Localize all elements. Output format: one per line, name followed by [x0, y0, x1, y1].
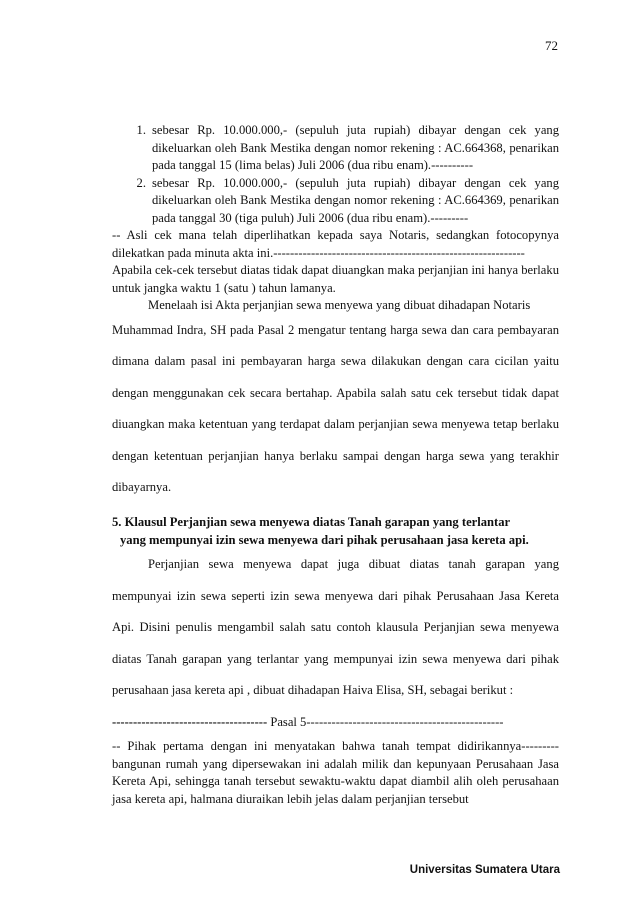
list-item-number: 1. — [136, 123, 146, 137]
pasal-5-body — [112, 738, 559, 808]
paragraph-pihak-pertama: -- Pihak pertama dengan ini menyatakan bahwa tanah tempat didirikannya--------- bangunan rumah yang dipersewakan ini adalah milik dan kepunyaan Perusahaan Jasa Kereta Api, sehingga tanah tersebut sewaktu-waktu dapat diambil alih oleh perusahaan jasa kereta api, halmana diuraikan lebih jelas dalam perjanjian tersebut — [112, 739, 559, 806]
section-heading-line-2: yang mempunyai izin sewa menyewa dari pihak perusahaan jasa kereta api. — [120, 532, 529, 547]
pasal-dashes-right: ----------------------------------------------- — [306, 715, 504, 730]
paragraph-pasal-2-analysis: Muhammad Indra, SH pada Pasal 2 mengatur tentang harga sewa dan cara pembayaran dimana dalam pasal ini pembayaran harga sewa dilakukan dengan cara cicilan yaitu dengan menggunakan cek secara bertahap. Apabila salah satu cek tersebut tidak dapat diuangkan maka ketentuan yang terdapat dalam perjanjian sewa menyewa tetap berlaku dengan ketentuan perjanjian hanya berlaku sampai dengan harga sewa yang terakhir dibayarnya. — [112, 322, 559, 495]
pasal-dashes-left: ------------------------------------- — [112, 715, 268, 730]
paragraph-menelaah: Menelaah isi Akta perjanjian sewa menyewa yang dibuat dihadapan Notaris — [148, 298, 531, 312]
section-heading-line-1: 5. Klausul Perjanjian sewa menyewa diatas Tanah garapan yang terlantar — [112, 515, 511, 530]
notary-notes — [112, 227, 559, 315]
paragraph-cek-tidak-diuangkan: Apabila cek-cek tersebut diatas tidak dapat diuangkan maka perjanjian ini hanya berlaku untuk jangka waktu 1 (satu ) tahun lamanya. — [112, 263, 559, 295]
document-body — [112, 122, 559, 808]
pasal-heading — [112, 707, 559, 738]
list-item — [112, 122, 559, 175]
list-item-number: 2. — [136, 175, 146, 190]
payment-list — [112, 122, 559, 227]
paragraph-cek-asli: -- Asli cek mana telah diperlihatkan kepada saya Notaris, sedangkan fotocopynya dilekatkan pada minuta akta ini.------------------------------------------------------------ — [112, 228, 559, 260]
pasal-label: Pasal 5 — [270, 715, 307, 730]
list-item — [112, 175, 559, 228]
page-number: 72 — [545, 38, 558, 53]
paragraph-perjanjian-tanah-garapan — [112, 549, 559, 707]
footer-institution: Universitas Sumatera Utara — [409, 864, 560, 876]
section-heading — [112, 514, 559, 549]
list-item-text: sebesar Rp. 10.000.000,- (sepuluh juta rupiah) dibayar dengan cek yang dikeluarkan oleh Bank Mestika dengan nomor rekening : AC.664369, penarikan pada tanggal 30 (tiga puluh) Juli 2006 (dua ribu enam).--------- — [152, 175, 559, 225]
list-item-text: sebesar Rp. 10.000.000,- (sepuluh juta rupiah) dibayar dengan cek yang dikeluarkan oleh Bank Mestika dengan nomor rekening : AC.664368, penarikan pada tanggal 15 (lima belas) Juli 2006 (dua ribu enam).---------- — [152, 123, 559, 172]
paragraph-text: Perjanjian sewa menyewa dapat juga dibuat diatas tanah garapan yang mempunyai izin sewa seperti izin sewa menyewa dari pihak Perusahaan Jasa Kereta Api. Disini penulis mengambil salah satu contoh klausula Perjanjian sewa menyewa diatas Tanah garapan yang terlantar yang mempunyai izin sewa menyewa dari pihak perusahaan jasa kereta api , dibuat dihadapan Haiva Elisa, SH, sebagai berikut : — [112, 557, 559, 698]
